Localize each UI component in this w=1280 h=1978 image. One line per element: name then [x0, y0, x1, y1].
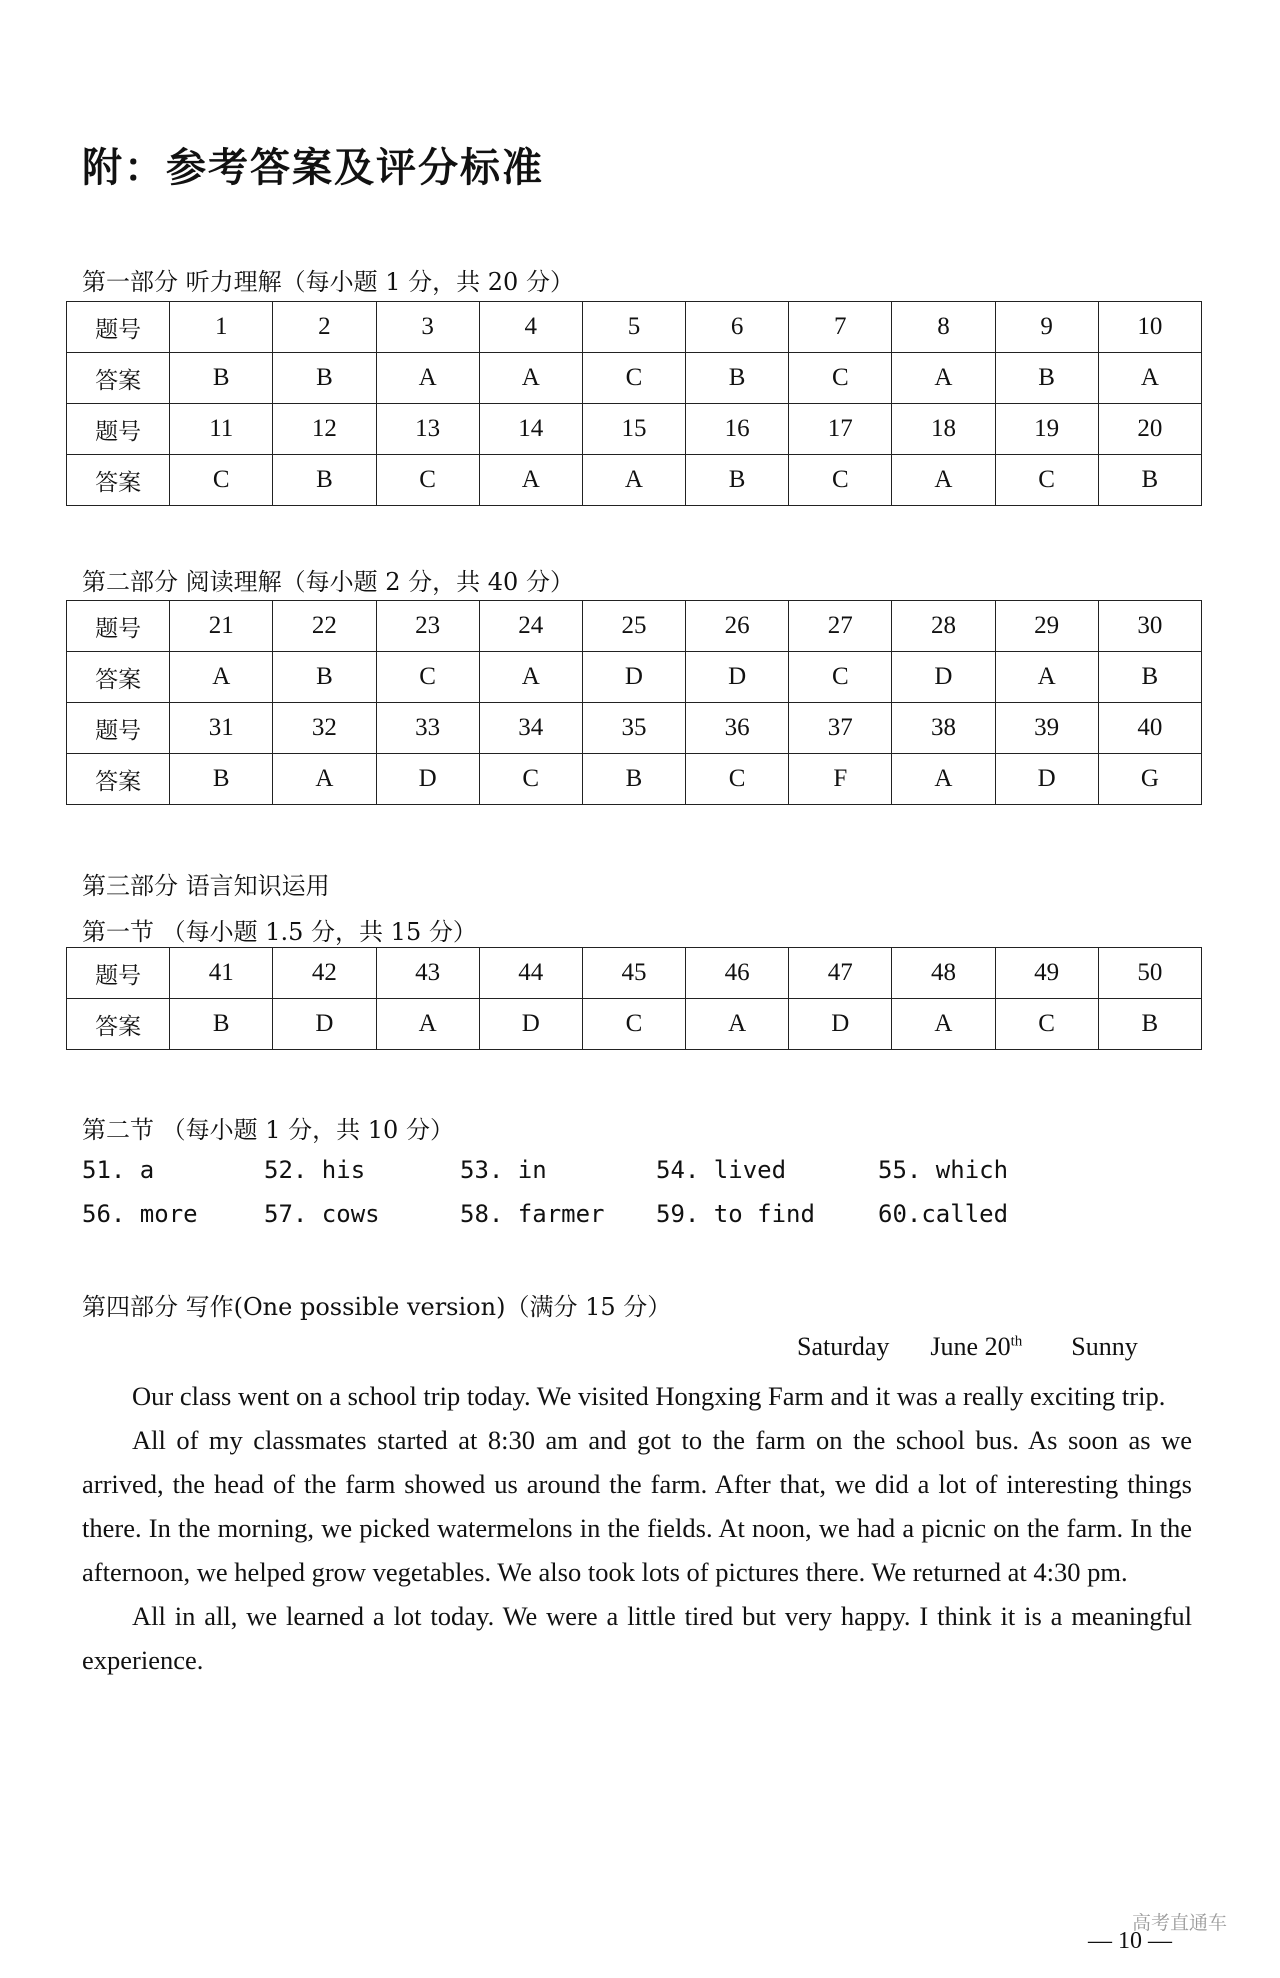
answer-cell: C [376, 652, 479, 703]
essay-date-suffix: th [1010, 1333, 1023, 1350]
question-number-cell: 16 [686, 404, 789, 455]
question-number-cell: 39 [995, 703, 1098, 754]
essay-day: Saturday [797, 1332, 890, 1361]
answer-cell: C [170, 455, 273, 506]
fill-answer: 58. farmer [460, 1200, 605, 1228]
answer-cell: B [686, 353, 789, 404]
answer-row [67, 455, 1202, 506]
question-number-cell: 9 [995, 302, 1098, 353]
question-number-cell: 19 [995, 404, 1098, 455]
answer-cell: D [376, 754, 479, 805]
question-number-cell: 41 [170, 948, 273, 999]
answer-cell: B [170, 754, 273, 805]
part1-heading: 第一部分 听力理解（每小题 1 分，共 20 分） [82, 268, 574, 296]
question-number-cell: 12 [273, 404, 376, 455]
fill-answer: 55. which [878, 1156, 1009, 1184]
answer-cell: A [892, 999, 995, 1050]
question-number-cell: 42 [273, 948, 376, 999]
essay-date [930, 1332, 1022, 1362]
question-number-cell: 40 [1098, 703, 1201, 754]
answer-cell: C [376, 455, 479, 506]
question-number-cell: 33 [376, 703, 479, 754]
question-number-cell: 37 [789, 703, 892, 754]
question-number-row [67, 948, 1202, 999]
answer-cell: A [892, 455, 995, 506]
row-label: 题号 [67, 948, 170, 999]
row-label: 题号 [67, 302, 170, 353]
row-label: 答案 [67, 652, 170, 703]
answer-cell: A [273, 754, 376, 805]
question-number-cell: 30 [1098, 601, 1201, 652]
question-number-cell: 17 [789, 404, 892, 455]
part2-answer-table [66, 600, 1202, 805]
row-label: 答案 [67, 754, 170, 805]
answer-cell: C [789, 652, 892, 703]
row-label: 题号 [67, 703, 170, 754]
answer-cell: B [170, 999, 273, 1050]
question-number-cell: 29 [995, 601, 1098, 652]
answer-cell: B [995, 353, 1098, 404]
question-number-cell: 23 [376, 601, 479, 652]
answer-cell: C [582, 353, 685, 404]
essay-weather: Sunny [1071, 1332, 1138, 1361]
question-number-cell: 34 [479, 703, 582, 754]
row-label: 答案 [67, 999, 170, 1050]
answer-cell: B [273, 455, 376, 506]
answer-cell: A [582, 455, 685, 506]
question-number-cell: 14 [479, 404, 582, 455]
part3-section1-heading: 第一节 （每小题 1.5 分，共 15 分） [82, 918, 477, 946]
question-number-cell: 20 [1098, 404, 1201, 455]
answer-cell: B [170, 353, 273, 404]
question-number-cell: 46 [686, 948, 789, 999]
part2-heading: 第二部分 阅读理解（每小题 2 分，共 40 分） [82, 568, 574, 596]
question-number-cell: 21 [170, 601, 273, 652]
question-number-cell: 1 [170, 302, 273, 353]
question-number-cell: 3 [376, 302, 479, 353]
answer-cell: A [995, 652, 1098, 703]
question-number-cell: 35 [582, 703, 685, 754]
essay-month-day: June 20 [930, 1332, 1011, 1361]
answer-cell: C [479, 754, 582, 805]
question-number-cell: 15 [582, 404, 685, 455]
answer-row [67, 999, 1202, 1050]
essay-paragraph: All in all, we learned a lot today. We were a little tired but very happy. I think it is a meaningful experience. [82, 1601, 1192, 1675]
answer-cell: B [1098, 999, 1201, 1050]
question-number-cell: 13 [376, 404, 479, 455]
part1-answer-table [66, 301, 1202, 506]
essay-date-line [797, 1332, 1138, 1362]
answer-cell: C [686, 754, 789, 805]
part3-answer-table [66, 947, 1202, 1050]
question-number-cell: 24 [479, 601, 582, 652]
answer-cell: C [995, 999, 1098, 1050]
question-number-cell: 47 [789, 948, 892, 999]
answer-cell: B [1098, 652, 1201, 703]
question-number-row [67, 404, 1202, 455]
answer-cell: D [582, 652, 685, 703]
question-number-row [67, 302, 1202, 353]
essay-paragraph: All of my classmates started at 8:30 am and got to the farm on the school bus. As soon as we arrived, the head of the farm showed us around the farm. After that, we did a lot of interesting things there. In the morning, we picked watermelons in the fields. At noon, we had a picnic on the farm. In the afternoon, we helped grow vegetables. We also took lots of pictures there. We returned at 4:30 pm. [82, 1425, 1192, 1587]
answer-cell: A [1098, 353, 1201, 404]
question-number-cell: 38 [892, 703, 995, 754]
part4-heading: 第四部分 写作(One possible version)（满分 15 分） [82, 1293, 672, 1321]
answer-cell: D [273, 999, 376, 1050]
question-number-cell: 8 [892, 302, 995, 353]
page-title: 附：参考答案及评分标准 [82, 145, 544, 191]
answer-cell: A [479, 455, 582, 506]
question-number-cell: 5 [582, 302, 685, 353]
answer-cell: G [1098, 754, 1201, 805]
answer-cell: C [789, 353, 892, 404]
answer-cell: C [789, 455, 892, 506]
fill-answer: 57. cows [264, 1200, 380, 1228]
fill-answer: 60.called [878, 1200, 1009, 1228]
answer-cell: A [686, 999, 789, 1050]
question-number-cell: 25 [582, 601, 685, 652]
question-number-cell: 26 [686, 601, 789, 652]
question-number-cell: 7 [789, 302, 892, 353]
question-number-cell: 4 [479, 302, 582, 353]
question-number-row [67, 601, 1202, 652]
answer-cell: A [170, 652, 273, 703]
essay-body [82, 1374, 1192, 1682]
question-number-cell: 28 [892, 601, 995, 652]
answer-cell: D [479, 999, 582, 1050]
question-number-cell: 44 [479, 948, 582, 999]
question-number-cell: 27 [789, 601, 892, 652]
answer-row [67, 754, 1202, 805]
fill-answer: 51. a [82, 1156, 155, 1184]
answer-cell: C [582, 999, 685, 1050]
answer-cell: A [376, 999, 479, 1050]
question-number-cell: 43 [376, 948, 479, 999]
answer-cell: B [273, 652, 376, 703]
question-number-cell: 50 [1098, 948, 1201, 999]
answer-cell: A [892, 353, 995, 404]
question-number-cell: 45 [582, 948, 685, 999]
question-number-cell: 6 [686, 302, 789, 353]
answer-cell: D [995, 754, 1098, 805]
question-number-cell: 10 [1098, 302, 1201, 353]
answer-row [67, 353, 1202, 404]
essay-paragraph: Our class went on a school trip today. We visited Hongxing Farm and it was a really exciting trip. [132, 1381, 1166, 1411]
answer-cell: A [892, 754, 995, 805]
answer-row [67, 652, 1202, 703]
row-label: 答案 [67, 455, 170, 506]
question-number-cell: 48 [892, 948, 995, 999]
answer-cell: D [686, 652, 789, 703]
fill-row [82, 1156, 1082, 1200]
answer-cell: B [582, 754, 685, 805]
answer-cell: A [479, 353, 582, 404]
fill-answer: 52. his [264, 1156, 366, 1184]
answer-cell: D [789, 999, 892, 1050]
answer-cell: B [1098, 455, 1201, 506]
watermark: 高考直通车 [1132, 1912, 1228, 1934]
part3-section2-heading: 第二节 （每小题 1 分，共 10 分） [82, 1116, 454, 1144]
question-number-cell: 31 [170, 703, 273, 754]
question-number-cell: 11 [170, 404, 273, 455]
question-number-row [67, 703, 1202, 754]
answer-cell: B [686, 455, 789, 506]
fill-row [82, 1200, 1082, 1244]
row-label: 题号 [67, 404, 170, 455]
fill-answer: 54. lived [656, 1156, 787, 1184]
question-number-cell: 32 [273, 703, 376, 754]
row-label: 答案 [67, 353, 170, 404]
answer-cell: D [892, 652, 995, 703]
answer-cell: A [479, 652, 582, 703]
page-number: — 10 — [1088, 1928, 1172, 1954]
question-number-cell: 22 [273, 601, 376, 652]
answer-cell: B [273, 353, 376, 404]
question-number-cell: 36 [686, 703, 789, 754]
question-number-cell: 2 [273, 302, 376, 353]
fill-answer: 56. more [82, 1200, 198, 1228]
answer-cell: C [995, 455, 1098, 506]
fill-answer: 59. to find [656, 1200, 815, 1228]
question-number-cell: 49 [995, 948, 1098, 999]
answer-cell: F [789, 754, 892, 805]
row-label: 题号 [67, 601, 170, 652]
question-number-cell: 18 [892, 404, 995, 455]
answer-cell: A [376, 353, 479, 404]
fill-in-answers [82, 1156, 1082, 1244]
fill-answer: 53. in [460, 1156, 547, 1184]
part3-heading: 第三部分 语言知识运用 [82, 872, 330, 900]
